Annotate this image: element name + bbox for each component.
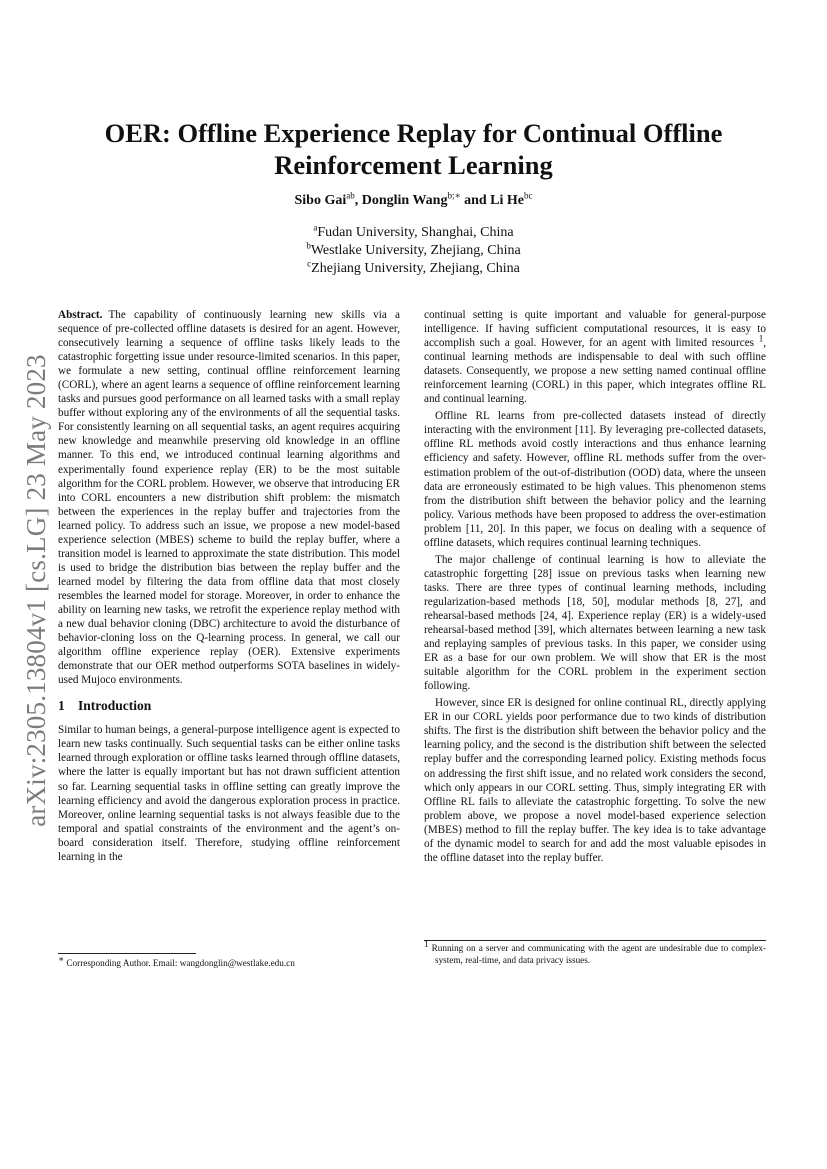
author-separator: and	[460, 193, 491, 208]
abstract	[58, 308, 400, 687]
abstract-text: The capability of continuously learning new skills via a sequence of pre-collected offline datasets is desired for an agent. However, consecutively learning a sequence of offline tasks likely leads to the catastrophic forgetting issue under resource-limited scenarios. In this paper, we formulate a new setting, continual offline reinforcement learning (CORL), where an agent learns a sequence of offline reinforcement learning tasks and pursues good performance on all learned tasks with a small replay buffer without exploring any of the environments of all the sequential tasks. For consistently learning on all sequential tasks, an agent requires acquiring new knowledge and meanwhile preserving old knowledge in an offline manner. To this end, we introduced continual learning algorithms and experimentally found experience replay (ER) to be the most suitable algorithm for the CORL problem. However, we observe that introducing ER into CORL encounters a new distribution shift problem: the mismatch between the experiences in the replay buffer and trajectories from the learned policy. To address such an issue, we propose a new model-based experience selection (MBES) scheme to build the replay buffer, where a transition model is learned to approximate the state distribution. This model is used to bridge the distribution bias between the replay buffer and the learned model by filtering the data from offline data that most closely resembles the learned model for storage. Moreover, in order to enhance the ability on learning new tasks, we retrofit the experience replay method with a new dual behavior cloning (DBC) architecture to avoid the disturbance of behavior-cloning loss on the Q-learning process. In general, we call our algorithm offline experience replay (OER). Extensive experiments demonstrate that our OER method outperforms SOTA baselines in widely-used Mujoco environments.	[58, 309, 400, 687]
affiliation-mark: c	[307, 258, 312, 269]
paragraph-text: , continual learning methods are indispensable to deal with such offline datasets. Consequently, we propose a new setting named continual offline reinforcement learning (CORL) in this paper, which integrates offline RL and continual learning.	[424, 337, 766, 406]
author-separator: ,	[354, 193, 362, 208]
footnote-rule	[58, 953, 196, 954]
abstract-label: Abstract.	[58, 309, 103, 321]
footnote-text: Running on a server and communicating with the agent are undesirable due to complex-system, real-time, and data privacy issues.	[431, 943, 767, 965]
intro-paragraph-distribution-shift: However, since ER is designed for online continual RL, directly applying ER in our CORL yields poor performance due to two kinds of distribution shifts. The first is the distribution shift between the behavior policy and the learning policy, and the second is the distribution shift between the selected replay buffer and the corresponding learned policy. Existing methods focus on addressing the first shift issue, and no related work considers the second, which only appears in our CORL setting. Thus, simply integrating ER with Offline RL fails to alleviate the catastrophic forgetting. To solve the new problem above, we propose a novel model-based experience selection (MBES) method to fill the replay buffer. The key idea is to take advantage of the dynamic model to search for and add the most valuable episodes in the offline dataset into the replay buffer.	[424, 697, 766, 864]
footnote-1	[424, 938, 767, 966]
affiliation-text: Westlake University, Zhejiang, China	[310, 243, 521, 258]
intro-paragraph-offline-rl: Offline RL learns from pre-collected datasets instead of directly interacting with the environment [11]. By leveraging pre-collected datasets, offline RL methods avoid costly interactions and thus enhance learning efficiency and safety. However, offline RL methods suffer from the over-estimation problem of the out-of-distribution (OOD) data, where the unseen data are erroneously estimated to be high values. This phenomenon stems from the distribution shift between the behavior policy and the learning policy. Various methods have been proposed to address the over-estimation problem [11, 20]. In this paper, we focus on dealing with a sequence of offline datasets, which requires continual learning techniques.	[424, 410, 766, 549]
arxiv-identifier-stamp	[14, 310, 58, 870]
affiliation-text: Fudan University, Shanghai, China	[317, 225, 514, 240]
section-title: Introduction	[78, 698, 152, 714]
arxiv-identifier-text: arXiv:2305.13804v1 [cs.LG] 23 May 2023	[20, 353, 51, 827]
paragraph-text: continual setting is quite important and valuable for general-purpose intelligence. If having sufficient computational resources, it is easy to accomplish such a goal. However, for an agent with limited resources	[424, 309, 766, 350]
right-column	[424, 308, 766, 868]
section-heading-introduction	[58, 699, 400, 713]
author-affil-mark: ab	[346, 190, 355, 201]
affiliation-list	[60, 224, 767, 278]
affiliation-mark: b	[306, 240, 311, 251]
affiliation-text: Zhejiang University, Zhejiang, China	[311, 261, 520, 276]
corresponding-author-footnote	[58, 953, 400, 970]
author-name: Sibo Gai	[294, 193, 347, 208]
footnote-rule	[424, 940, 766, 941]
paper-title: OER: Offline Experience Replay for Continual Offline Reinforcement Learning	[104, 118, 723, 180]
footnote-text: Corresponding Author. Email: wangdonglin@westlake.edu.cn	[66, 958, 295, 968]
author-list	[60, 190, 767, 209]
footnote-ref-mark: 1	[758, 333, 764, 344]
affiliation-line	[60, 260, 767, 278]
section-number: 1	[58, 698, 65, 714]
footnote-1-content	[424, 938, 767, 966]
affiliation-mark: a	[313, 222, 318, 233]
footnote-mark: 1	[424, 938, 429, 949]
intro-paragraph-continued	[424, 308, 766, 406]
author-name: Li He	[490, 193, 525, 208]
affiliation-line	[60, 242, 767, 260]
footnote-mark: ∗	[58, 953, 65, 964]
affiliation-line	[60, 224, 767, 242]
author-affil-mark: bc	[524, 190, 533, 201]
intro-paragraph-1: Similar to human beings, a general-purpose intelligence agent is expected to learn new tasks continually. Such sequential tasks can be either online tasks learned through exploration or offline tasks learned through offline datasets, where the latter is equally important but has not drawn sufficient attention so far. Learning sequential tasks in offline setting can greatly improve the learning efficiency and avoid the dangerous exploration process in practice. Moreover, online learning sequential tasks is not always feasible due to the temporal and spatial constraints of the environment and the agent’s on-board consideration itself. Therefore, studying offline reinforcement learning in the	[58, 724, 400, 863]
intro-paragraph-continual-learning: The major challenge of continual learning is how to alleviate the catastrophic forgetting [28] issue on previous tasks when learning new tasks. There are three types of continual learning methods, including regularization-based methods [18, 50], modular methods [8, 27], and rehearsal-based methods [24, 4]. Experience replay (ER) is a widely-used rehearsal-based method [39], which alternates between learning a new task and replaying samples of previous tasks. In this paper, we consider using ER as a base for our own problem. We will show that ER is the most suitable algorithm for the CORL problem in the experiment section following.	[424, 553, 766, 693]
author-name: Donglin Wang	[361, 193, 448, 208]
author-affil-mark: b;∗	[447, 190, 461, 201]
left-column	[58, 308, 400, 867]
